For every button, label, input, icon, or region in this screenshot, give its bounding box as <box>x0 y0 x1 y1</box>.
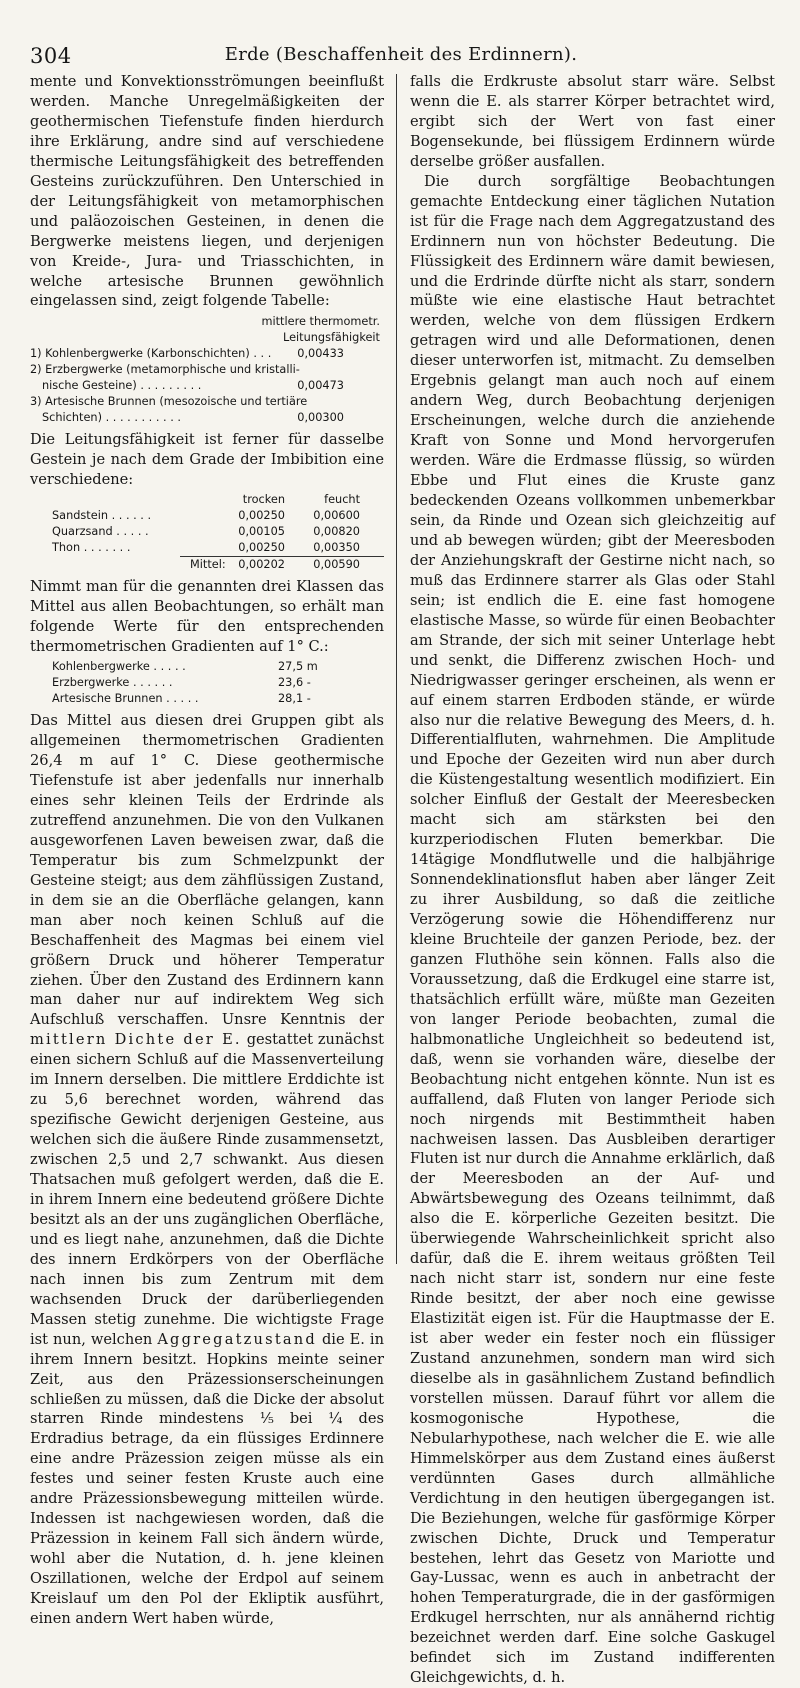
row-value: 0,00473 <box>297 379 344 393</box>
mean-label: Mittel: <box>190 558 226 572</box>
row-value: 0,00300 <box>297 411 344 425</box>
cell: 0,00590 <box>313 558 360 572</box>
text-run: Das Mittel aus diesen drei Gruppen gibt als allgemeinen thermometrischen Gradienten 26,4 m auf 1° C. Diese geothermische Tiefenstufe ist aber jedenfalls nur innerhalb eines sehr kleinen Teils der Erdrinde als zutreffend anzunehmen. Die von den Vulkanen ausgeworfenen Laven beweisen zwar, daß die Temperatur bis zum Schmelzpunkt der Gesteine steigt; aus dem zähflüssigen Zustand, in dem sie an die Oberfläche gelangen, kann man aber noch keinen Schluß auf die Beschaffenheit des Magmas bei einem viel größern Druck und höherer Temperatur ziehen. Über den Zustand des Erdinnern kann man daher nur auf indirektem Weg sich Aufschluß verschaffen. Unsre Kenntnis der <box>30 712 384 1029</box>
row-value: 27,5 m <box>278 660 318 674</box>
row-label: Artesische Brunnen . . . . . <box>52 692 199 706</box>
table-row <box>30 362 384 378</box>
paragraph: Die durch sorgfältige Beobachtungen gemachte Entdeckung einer täglichen Nutation ist für die Frage nach dem Aggregatzustand des Erdinnern nun von höchster Bedeutung. Die Flüssigkeit des Erdinnern wäre damit bewiesen, und die Erdrinde dürfte nicht als starr, sondern müßte wie eine elastische Haut betrachtet werden, welche von dem flüssigen Erdkern getragen wird und alle Deformationen, denen dieser unterworfen ist, mitmacht. Zu demselben Ergebnis gelangt man auch noch auf einem andern Weg, durch Beobachtung derjenigen Erscheinungen, welche durch die anziehende Kraft von Sonne und Mond hervorgerufen werden. Wäre die Erdmasse flüssig, so würden Ebbe und Flut eines die Kruste ganz bedeckenden Ozeans vollkommen unbemerkbar sein, da Rinde und Ozean sich gleichzeitig auf und ab bewegen würden; gibt der Meeresboden der Anziehungskraft der Gestirne nicht nach, so muß das Erdinnere starrer als Glas oder Stahl sein; ist endlich die E. eine fast homogene elastische Masse, so würde für einen Beobachter am Strande, der sich mit seiner Unterlage hebt und senkt, die Differenz zwischen Hoch- und Niedrigwasser geringer erscheinen, als wenn er auf einem starren Erdboden stände, er würde also nur die relative Bewegung des Meers, d. h. Differentialfluten, wahrnehmen. Die Amplitude und Epoche der Gezeiten wird nun aber durch die Küstengestaltung wesentlich modifiziert. Ein solcher Einfluß der Gestalt der Meeresbecken macht sich am stärksten bei den kurzperiodischen Fluten bemerkbar. Die 14tägige Mondflutwelle und die halbjährige Sonnendeklinationsflut haben aber länger Zeit zu ihrer Ausbildung, so daß die zeitliche Verzögerung sowie die Höhendifferenz nur kleine Bruchteile der ganzen Periode, bez. der ganzen Fluthöhe sein können. Falls also die Voraussetzung, daß die Erdkugel eine starre ist, thatsächlich erfüllt wäre, müßte man Gezeiten von langer Periode beobachten, zumal die halbmonatliche Ungleichheit so bedeutend ist, daß, wenn sie vorhanden wäre, dieselbe der Beobachtung nicht entgehen könnte. Nun ist es auffallend, daß Fluten von langer Periode sich noch nirgends mit Bestimmtheit haben nachweisen lassen. Das Ausbleiben derartiger Fluten ist nur durch die Annahme erklärlich, daß der Meeresboden an der Auf- und Abwärtsbewegung des Ozeans teilnimmt, daß also die E. körperliche Gezeiten besitzt. Die überwiegende Wahrscheinlichkeit spricht also dafür, daß die E. ihrem weitaus größten Teil nach nicht starr ist, sondern nur eine feste Rinde besitzt, der aber noch eine gewisse Elastizität eigen ist. Für die Hauptmasse der E. ist aber weder ein fester noch ein flüssiger Zustand anzunehmen, sondern man wird sich dieselbe als in gasähnlichem Zustand befindlich vorstellen müssen. Darauf führt vor allem die kosmogonische Hypothese, die Nebularhypothese, nach welcher die E. wie alle Himmelskörper aus dem Zustand eines äußerst verdünnten Gases durch allmähliche Verdichtung in den heutigen übergegangen ist. Die Beziehungen, welche für gasförmige Körper zwischen Dichte, Druck und Temperatur bestehen, lehrt das Gesetz von Mariotte und Gay-Lussac, wenn es auch in anbetracht der hohen Temperaturgrade, die in der gasförmigen Erdkugel herrschten, nur als annähernd richtig bezeichnet werden darf. Eine solche Gaskugel befindet sich im Zustand indifferenten Gleichgewichts, d. h. <box>410 172 775 1687</box>
row-label: 1) Kohlenbergwerke (Karbonschichten) . . . <box>30 347 272 361</box>
row-value: 28,1 - <box>278 692 311 706</box>
table-row <box>30 394 384 410</box>
table-row <box>30 524 384 540</box>
cell: 0,00600 <box>313 509 360 523</box>
table-mean-row <box>180 556 384 573</box>
col-header: trocken <box>242 493 285 507</box>
row-label: Schichten) . . . . . . . . . . . <box>42 411 181 425</box>
row-label: Thon . . . . . . . <box>52 541 131 555</box>
right-column <box>410 72 775 1688</box>
row-label: nische Gesteine) . . . . . . . . . <box>42 379 202 393</box>
spaced-term: Aggregatzustand <box>157 1330 317 1348</box>
cell: 0,00820 <box>313 525 360 539</box>
text-run: die E. in ihrem Innern besitzt. Hopkins meinte seiner Zeit, aus den Präzessionserscheinungen schließen zu müssen, daß die Dicke der absolut starren Rinde mindestens ⅕ bei ¼ des Erdradius betrage, da ein flüssiges Erdinnere eine andre Präzession zeigen müsse als ein festes und seiner festen Kruste auch eine andre Präzessionsbewegung mitteilen würde. Indessen ist nachgewiesen worden, daß die Präzession in keinem Fall sich ändern würde, wohl aber die Nutation, d. h. jene kleinen Oszillationen, welche der Erdpol auf seinem Kreislauf um den Pol der Ekliptik ausführt, einen andern Wert haben würde, <box>30 1330 384 1627</box>
paragraph: Nimmt man für die genannten drei Klassen das Mittel aus allen Beobachtungen, so erhält man folgende Werte für den entsprechenden thermometrischen Gradienten auf 1° C.: <box>30 578 384 656</box>
table-row <box>30 410 384 426</box>
running-title: Erde (Beschaffenheit des Erdinnern). <box>224 44 578 65</box>
table-row <box>30 675 384 691</box>
cell: 0,00105 <box>238 525 285 539</box>
cell: 0,00250 <box>238 541 285 555</box>
table-row <box>30 659 384 675</box>
cell: 0,00202 <box>238 558 285 572</box>
conductivity-table <box>30 314 384 426</box>
row-label: Erzbergwerke . . . . . . <box>52 676 173 690</box>
spaced-term: mittlern Dichte der E. <box>30 1031 242 1049</box>
table-row <box>30 378 384 394</box>
row-label: 2) Erzbergwerke (metamorphische und kristalli- <box>30 363 300 377</box>
row-label: Sandstein . . . . . . <box>52 509 152 523</box>
paragraph <box>30 711 384 1629</box>
table-row <box>30 540 384 556</box>
table-header: mittlere thermometr. <box>261 315 380 329</box>
table-row <box>30 691 384 707</box>
column-divider <box>396 74 397 1264</box>
row-value: 23,6 - <box>278 676 311 690</box>
table-header-row <box>30 492 384 508</box>
row-value: 0,00433 <box>297 347 344 361</box>
paragraph: Die Leitungsfähigkeit ist ferner für dasselbe Gestein je nach dem Grade der Imbibition eine verschiedene: <box>30 431 384 489</box>
table-header: Leitungsfähigkeit <box>282 331 380 345</box>
col-header: feucht <box>324 493 360 507</box>
left-column <box>30 72 384 1629</box>
paragraph: mente und Konvektionsströmungen beeinflußt werden. Manche Unregelmäßigkeiten der geothermischen Tiefenstufe finden hierdurch ihre Erklärung, andre sind auf verschiedene thermische Leitungsfähigkeit des betreffenden Gesteins zurückzuführen. Den Unterschied in der Leitungsfähigkeit von metamorphischen und paläozoischen Gesteinen, in denen die Bergwerke meistens liegen, und derjenigen von Kreide-, Jura- und Triasschichten, in welche artesische Brunnen gewöhnlich eingelassen sind, zeigt folgende Tabelle: <box>30 73 384 310</box>
table-row <box>30 508 384 524</box>
row-label: Kohlenbergwerke . . . . . <box>52 660 186 674</box>
row-label: Quarzsand . . . . . <box>52 525 149 539</box>
imbibition-table <box>30 492 384 573</box>
page-number: 304 <box>30 44 72 68</box>
cell: 0,00250 <box>238 509 285 523</box>
cell: 0,00350 <box>313 541 360 555</box>
paragraph: falls die Erdkruste absolut starr wäre. Selbst wenn die E. als starrer Körper betrachtet wird, ergibt sich der Wert von fast einer Bogensekunde, bei flüssigem Erdinnern würde derselbe größer ausfallen. <box>410 73 775 170</box>
gradient-table <box>30 659 384 707</box>
table-row <box>30 346 384 362</box>
text-run: gestattet zunächst einen sichern Schluß auf die Massenverteilung im Innern derselben. Die mittlere Erddichte ist zu 5,6 berechnet worden, während das spezifische Gewicht derjenigen Gesteine, aus welchen sich die äußere Rinde zusammensetzt, zwischen 2,5 und 2,7 schwankt. Aus diesen Thatsachen muß gefolgert werden, daß die E. in ihrem Innern eine bedeutend größere Dichte besitzt als an der uns zugänglichen Oberfläche, und es liegt nahe, anzunehmen, daß die Dichte des innern Erdkörpers von der Oberfläche nach innen bis zum Zentrum mit dem wachsenden Druck der darüberliegenden Massen stetig zunehme. Die wichtigste Frage ist nun, welchen <box>30 1031 384 1348</box>
row-label: 3) Artesische Brunnen (mesozoische und tertiäre <box>30 395 308 409</box>
page-header <box>30 44 772 70</box>
